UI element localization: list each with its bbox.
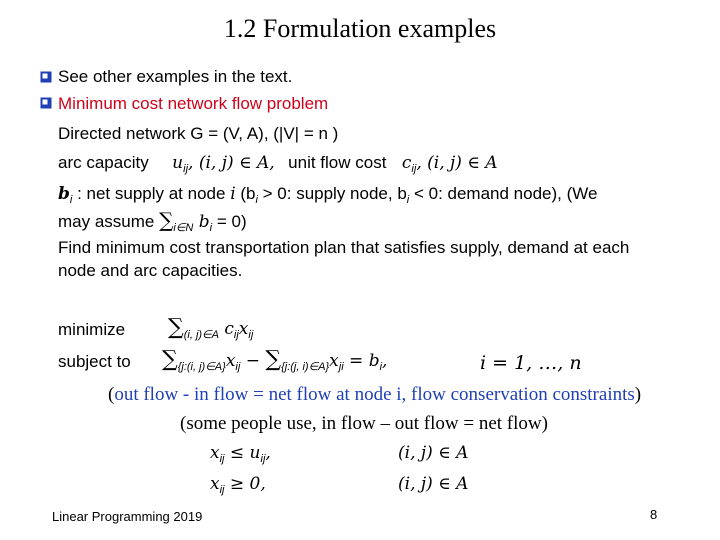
objective-c-sub: ij	[233, 329, 239, 341]
objective-sum: ∑	[168, 315, 184, 340]
arc-capacity-sub: ij	[183, 163, 189, 175]
net-supply-text: : net supply at node	[72, 184, 231, 203]
st-comma: ,	[382, 351, 388, 371]
conservation-note	[108, 384, 641, 406]
nn-x: x	[210, 474, 220, 494]
may-assume-b: b	[193, 212, 210, 232]
minimize-label: minimize	[58, 320, 126, 339]
st-sum-out: ∑	[162, 347, 178, 372]
may-assume-b-sub: i	[209, 222, 213, 234]
nn-ge-zero: ≥ 0,	[224, 474, 266, 494]
capacity-constraint	[210, 443, 271, 463]
nonnegativity-set: (i, j) ∈ A	[398, 474, 469, 494]
cap-le-u: ≤ u	[224, 443, 261, 463]
st-sum-in-sub: {j:(j, i)∈A}	[281, 361, 330, 373]
net-supply-paren: (b	[235, 184, 256, 203]
objective-x-sub: ij	[248, 329, 254, 341]
st-x-in-sub: ji	[338, 361, 344, 373]
may-assume-sub: i∈N	[173, 222, 194, 234]
arc-capacity-label: arc capacity	[58, 153, 149, 172]
arc-capacity-symbol: u	[172, 153, 184, 173]
footer-course-title: Linear Programming 2019	[52, 509, 203, 524]
st-b-sub: i	[379, 361, 383, 373]
unit-flow-cost-label: unit flow cost	[288, 153, 387, 172]
bullet-square-icon	[40, 97, 52, 109]
objective-c: c	[218, 319, 234, 339]
st-minus: −	[240, 351, 266, 371]
cap-comma: ,	[265, 443, 271, 463]
cost-sub: ij	[411, 163, 417, 175]
st-sum-in: ∑	[265, 347, 282, 372]
nn-x-sub: ij	[219, 484, 225, 496]
net-supply-b-sub: i	[69, 194, 73, 206]
st-equals-b: = b	[343, 351, 380, 371]
cost-set: , (i, j) ∈ A	[416, 153, 498, 173]
st-sum-out-sub: {j:(i, j)∈A}	[177, 361, 226, 373]
conservation-constraint	[162, 347, 387, 372]
subject-to-label: subject to	[58, 352, 131, 371]
st-x-out: x	[225, 351, 236, 371]
arc-capacity-set: , (i, j) ∈ A,	[188, 153, 275, 173]
nonnegativity-constraint	[210, 474, 266, 494]
cap-u-sub: ij	[260, 453, 266, 465]
cap-x: x	[210, 443, 220, 463]
slide-title: 1.2 Formulation examples	[223, 14, 497, 43]
may-assume-sum: ∑	[159, 208, 174, 232]
directed-network-line: Directed network G = (V, A), (|V| = n )	[58, 124, 339, 143]
objective-x: x	[238, 319, 249, 339]
bullet-text-examples: See other examples in the text.	[58, 67, 293, 86]
index-range: i = 1, …, n	[480, 352, 582, 374]
note-open-paren: (	[108, 384, 115, 405]
capacity-set: (i, j) ∈ A	[398, 443, 469, 463]
st-x-in: x	[329, 351, 339, 371]
net-supply-i: i	[230, 184, 236, 204]
net-supply-rest: > 0: supply node, b	[257, 184, 407, 203]
may-assume-end: = 0)	[212, 212, 247, 231]
net-supply-line	[58, 184, 597, 204]
cap-x-sub: ij	[219, 453, 225, 465]
alternative-note: (some people use, in flow – out flow = net flow)	[180, 413, 548, 434]
st-x-out-sub: ij	[235, 361, 241, 373]
may-assume-line	[58, 208, 247, 232]
objective-sum-sub: (i, j)∈A	[183, 329, 219, 341]
cost-symbol: c	[401, 153, 412, 173]
note-close-paren: )	[634, 384, 642, 405]
find-line-2: node and arc capacities.	[58, 261, 243, 280]
may-assume-prefix: may assume	[58, 212, 160, 231]
footer-page-number: 8	[650, 507, 658, 522]
net-supply-paren-sub: i	[255, 194, 258, 206]
arc-capacity-line	[58, 153, 498, 173]
bullet-square-icon	[40, 71, 52, 83]
note-blue-text: out flow - in flow = net flow at node i, flow conservation constraints	[114, 384, 635, 405]
net-supply-b: b	[58, 184, 70, 204]
bullet-text-min-cost-flow: Minimum cost network flow problem	[58, 94, 329, 113]
find-line-1: Find minimum cost transportation plan that satisfies supply, demand at each	[58, 238, 630, 257]
net-supply-rest-sub: i	[406, 194, 410, 206]
objective-expression	[168, 315, 253, 340]
net-supply-end: < 0: demand node), (We	[409, 184, 598, 203]
